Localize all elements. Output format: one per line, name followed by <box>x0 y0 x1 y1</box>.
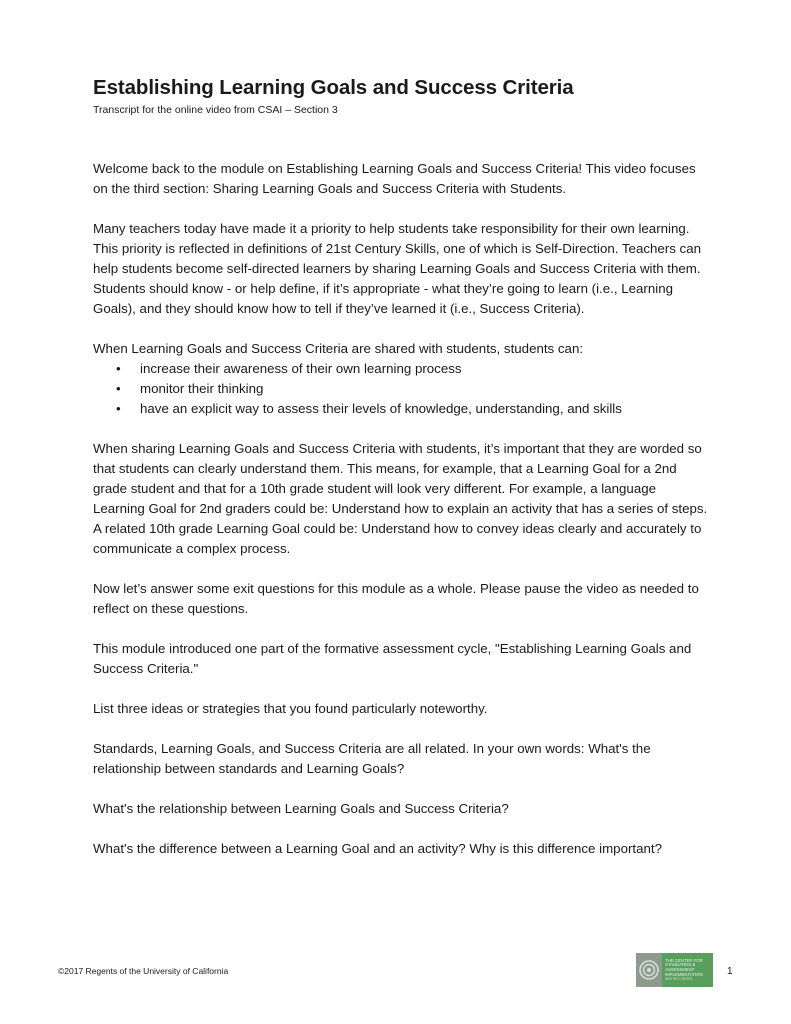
paragraph: Welcome back to the module on Establishing Learning Goals and Success Criteria! This video focuses on the third section: Sharing Learning Goals and Success Criteria with Students. <box>93 161 696 196</box>
logo-rings-icon <box>636 953 662 987</box>
paragraph: When Learning Goals and Success Criteria are shared with students, students can: <box>93 341 584 356</box>
list-item: • have an explicit way to assess their levels of knowledge, understanding, and skills <box>140 399 708 419</box>
list-item: • increase their awareness of their own learning process <box>140 359 708 379</box>
paragraph: Now let’s answer some exit questions for this module as a whole. Please pause the video as needed to reflect on these questions. <box>93 581 699 616</box>
benefits-list <box>93 359 708 419</box>
paragraph: This module introduced one part of the formative assessment cycle, "Establishing Learning Goals and Success Criteria." <box>93 641 692 676</box>
paragraph: When sharing Learning Goals and Success Criteria with students, it’s important that they are worded so that students can clearly understand them. This means, for example, that a Learning Goal for a 2nd grade student and that for a 10th grade student will look very different. For example, a language Learning Goal for 2nd graders could be: Understand how to explain an activity that has a series of steps. A related 10th grade Learning Goal could be: Understand how to convey ideas clearly and accurately to communicate a complex process. <box>93 441 708 556</box>
csai-logo <box>636 953 713 987</box>
question: What's the relationship between Learning Goals and Success Criteria? <box>93 801 509 816</box>
document-subtitle: Transcript for the online video from CSAI – Section 3 <box>93 104 338 116</box>
transcript-body <box>93 159 708 879</box>
question: Standards, Learning Goals, and Success Criteria are all related. In your own words: What's the relationship between standards and Learning Goals? <box>93 741 651 776</box>
paragraph: Many teachers today have made it a priority to help students take responsibility for their own learning. This priority is reflected in definitions of 21st Century Skills, one of which is Self-Direction. Teachers can help students become self-directed learners by sharing Learning Goals and Success Criteria with them. Students should know - or help define, if it’s appropriate - what they’re going to learn (i.e., Learning Goals), and they should know how to tell if they’ve learned it (i.e., Success Criteria). <box>93 221 705 316</box>
paragraph: List three ideas or strategies that you found particularly noteworthy. <box>93 701 488 716</box>
question: What's the difference between a Learning Goal and an activity? Why is this difference important? <box>93 841 662 856</box>
list-item: • monitor their thinking <box>140 379 708 399</box>
logo-text: THE CENTER FOR STANDARDS & ASSESSMENT IMPLEMENTATION WESTED CRESST <box>665 957 703 982</box>
document-title: Establishing Learning Goals and Success Criteria <box>93 76 574 99</box>
page-number: 1 <box>727 966 733 977</box>
copyright-notice: ©2017 Regents of the University of California <box>58 966 229 976</box>
